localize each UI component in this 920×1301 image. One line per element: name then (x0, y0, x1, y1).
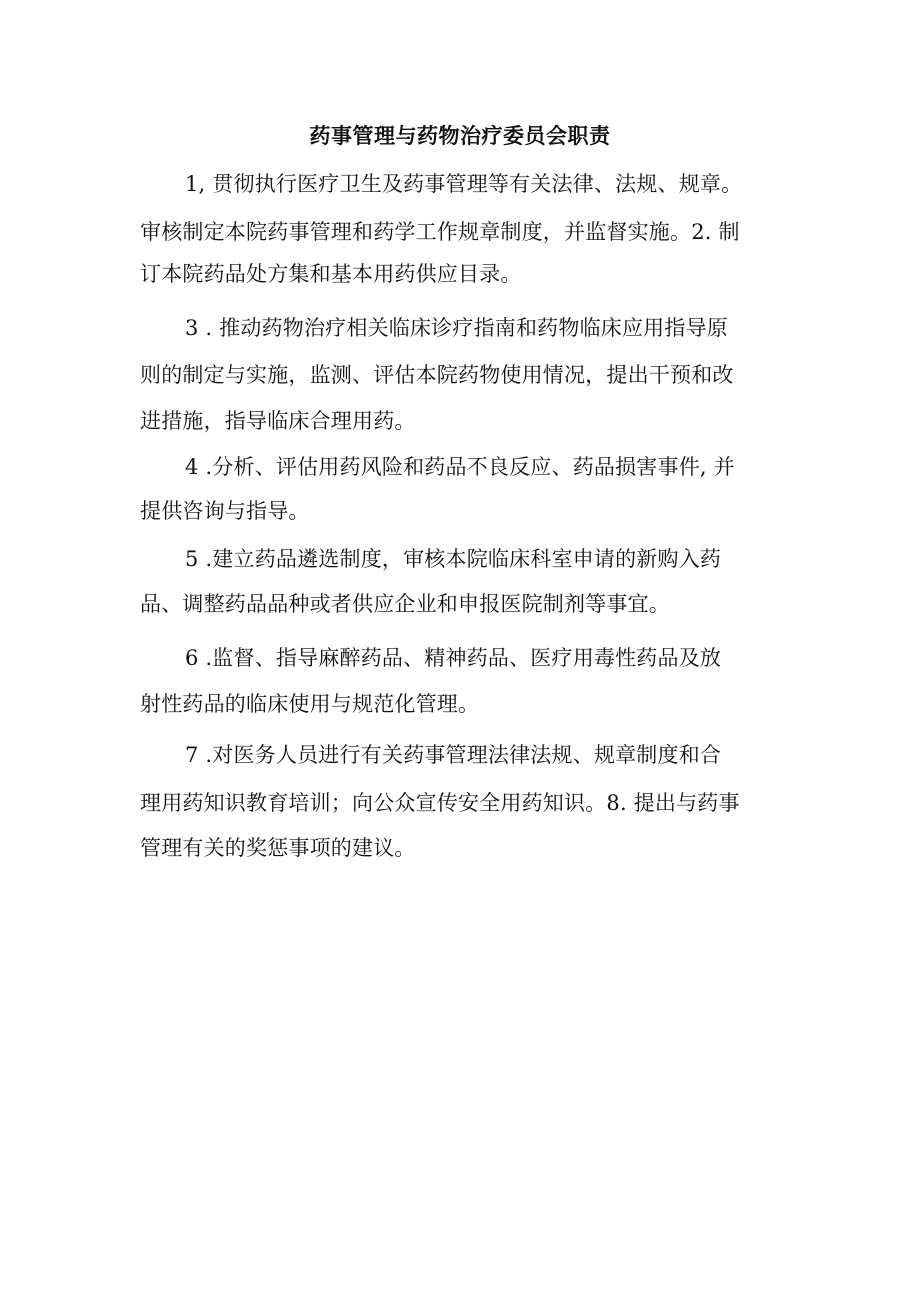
paragraph-5-line-2: 品、调整药品品种或者供应企业和申报医院制剂等事宜。 (140, 592, 670, 616)
paragraph-5-line-1: 5 .建立药品遴选制度，审核本院临床科室申请的新购入药 (185, 547, 722, 571)
paragraph-7-line-2: 理用药知识教育培训；向公众宣传安全用药知识。8. 提出与药事 (140, 791, 740, 815)
paragraph-1-line-3: 订本院药品处方集和基本用药供应目录。 (140, 262, 522, 286)
paragraph-3-line-1: 3 . 推动药物治疗相关临床诊疗指南和药物临床应用指导原 (185, 316, 728, 340)
document-title: 药事管理与药物治疗委员会职责 (309, 123, 611, 148)
paragraph-3-line-2: 则的制定与实施，监测、评估本院药物使用情况，提出干预和改 (140, 363, 734, 387)
paragraph-7-line-3: 管理有关的奖惩事项的建议。 (140, 836, 416, 860)
paragraph-4-line-2: 提供咨询与指导。 (140, 499, 310, 523)
paragraph-6-line-2: 射性药品的临床使用与规范化管理。 (140, 692, 480, 716)
paragraph-1-line-2: 审核制定本院药事管理和药学工作规章制度，并监督实施。2. 制 (140, 220, 740, 244)
paragraph-1-line-1: 1, 贯彻执行医疗卫生及药事管理等有关法律、法规、规章。 (185, 172, 743, 196)
paragraph-4-line-1: 4 .分析、评估用药风险和药品不良反应、药品损害事件, 并 (185, 455, 735, 479)
paragraph-3-line-3: 进措施，指导临床合理用药。 (140, 409, 416, 433)
paragraph-6-line-1: 6 .监督、指导麻醉药品、精神药品、医疗用毒性药品及放 (185, 646, 722, 670)
paragraph-7-line-1: 7 .对医务人员进行有关药事管理法律法规、规章制度和合 (185, 743, 722, 767)
